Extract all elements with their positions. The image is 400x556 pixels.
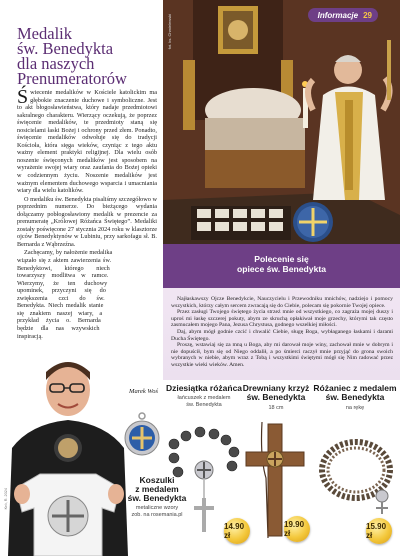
page-number: 29 bbox=[363, 10, 372, 20]
priest-blessing-photo bbox=[163, 0, 400, 244]
title-line-4: Prenumeratorów bbox=[17, 69, 127, 88]
article-paragraph-2: O medaliku św. Benedykta pisaliśmy szczegółowo w poprzednim numerze. Do bieżącego wydania dołączamy pobłogosławiony medalik w prezencie za prenumeratę „Królowej Różańca Świętego”. Medaliki zostały poświęcone 27 stycznia 2024 roku w klasztorze ojców Benedyktynów w Lubiniu, przy sarkofagu sł. B. Bernarda z Wąbrzeźna. bbox=[17, 195, 157, 248]
photo-credit: fot. ks. Chmielewski bbox=[167, 14, 172, 50]
product-3-title: Różaniec z medalem bbox=[313, 383, 397, 393]
prayer-title-line-2: opiece św. Benedykta bbox=[237, 264, 326, 274]
product-wooden-cross-subtitle: 18 cm bbox=[268, 405, 284, 411]
drop-cap: Ś bbox=[17, 86, 29, 108]
article-paragraph-1-text: wiecenie medalików w Kościele katolickim ma głębokie znaczenie duchowe i symboliczne. Jest to akt błogosławieństwa, który nadaje przedmiotowi sakralnego charakteru. Wierzący oczekują, że poprzez święcenie medalików, te przedmioty staną się nosicielami łaski Bożej i ochrony przed złem. Ponadto, święcenie medalików odwołuje się do tradycji Kościoła, która sięga wieków, czyniąc z tego aktu ważny element praktyki religijnej. Dla wielu osób noszenie święconych medalików jest sposobem na wyrażenie swojej wiary oraz zaufania do Bożej opieki w codziennym życiu. Noszenie medalików jest ważnym elementem duchowego wsparcia i umacniania wiary dla wielu katolików. bbox=[17, 89, 157, 195]
man-with-tshirt-photo bbox=[0, 348, 140, 556]
article-body bbox=[17, 86, 157, 359]
product-2-title: Drewniany krzyż bbox=[242, 383, 310, 393]
wrist-rosary-image bbox=[312, 422, 398, 532]
author-signature: Marek Woś bbox=[129, 388, 158, 395]
product-2-title-2: św. Benedykta bbox=[246, 392, 306, 402]
price-badge-wrist-rosary: 15.90 zł bbox=[366, 518, 392, 544]
article-paragraph-1 bbox=[17, 86, 157, 195]
product-wrist-rosary-title bbox=[310, 384, 400, 402]
prayer-paragraph-3: Daj, abym mógł godnie czcić i chwalić Ciebie, sługę Boga, wybłaganego łaskami i darami Ducha Świętego. bbox=[171, 328, 393, 342]
product-4-title-2: z medalem bbox=[135, 484, 179, 494]
product-4-subtitle-2: zob. na rosemania.pl bbox=[131, 512, 183, 518]
product-tshirts-title bbox=[122, 476, 192, 503]
section-label: Informacje bbox=[317, 10, 359, 20]
prayer-paragraph-1: Najłaskawszy Ojcze Benedykcie, Nauczycielu i Przewodniku mnichów, nadziejo i pomocy wszystkich, którzy całym sercem zwracają się do Ciebie, polecam się pokornie Twojej opiece. bbox=[171, 296, 393, 309]
title-line-3: dla naszych bbox=[17, 54, 95, 73]
prayer-paragraph-4: Proszę, wstawiaj się za mną u Boga, aby mi darował moje winy, zachował mnie w dobrym i nie dopuścił, bym się od Niego oddalił, a po śmierci raczył mnie przyjąć do grona swoich wybranych w niebie, abym wraz z Tobą i wszystkimi świętymi mógł się Nim radować przez wszystkie wieki wieków. Amen. bbox=[171, 342, 393, 368]
prayer-title-line-1: Polecenie się bbox=[254, 254, 309, 264]
product-1-subtitle: łańcuszek z medalem bbox=[177, 395, 231, 401]
price-badge-wooden-cross: 19.90 zł bbox=[284, 516, 310, 542]
product-rosary-decade-title bbox=[160, 384, 248, 393]
product-wooden-cross-title bbox=[236, 384, 316, 402]
product-1-title: Dziesiątka różańca bbox=[165, 383, 243, 393]
product-wrist-rosary-subtitle: na rękę bbox=[345, 405, 365, 411]
prayer-text bbox=[171, 296, 393, 369]
product-4-title-3: św. Benedykta bbox=[127, 493, 187, 503]
price-badge-rosary-decade: 14.90 zł bbox=[224, 518, 250, 544]
prayer-title bbox=[163, 254, 400, 274]
article-title bbox=[17, 26, 157, 86]
product-tshirts-subtitle bbox=[122, 505, 192, 519]
product-3-title-2: św. Benedykta bbox=[325, 392, 385, 402]
article-paragraph-3 bbox=[17, 249, 157, 340]
product-rosary-decade-subtitle bbox=[160, 395, 248, 408]
article-paragraph-3-text: Zachęcamy, by nałożenie medalika wiązało się z aktem zawierzenia św. Benedyktowi, którego niech towarzyszy modlitwa w ramce. Wierzymy, że ten duchowy upominek, przyczyni się do zwiększenia czci do św. Benedykta. Niech medalik stanie się znakiem naszej wiary, a przykład życia o. Bernarda będzie dla nas wzywskich inspiracją. bbox=[17, 249, 113, 340]
product-1-subtitle-2: św. Benedykta bbox=[186, 401, 222, 408]
benedict-medal-icon bbox=[124, 412, 160, 460]
section-tab bbox=[308, 8, 378, 22]
product-4-subtitle: metaliczne wzory bbox=[135, 505, 179, 511]
photo-illustration bbox=[163, 0, 400, 244]
title-line-1: Medalik bbox=[17, 24, 72, 43]
title-line-2: św. Benedykta bbox=[17, 39, 114, 58]
prayer-box bbox=[163, 244, 400, 380]
issue-sideline: Kró, R. 2024 bbox=[4, 488, 8, 510]
product-4-title: Koszulki bbox=[139, 475, 175, 485]
prayer-paragraph-2: Przez zasługi Twojego świętego życia strzeż mnie od wszystkiego, co zagraża mojej duszy i uproś mi łaskę szczerej pokuty, abym ze skruchą opłakiwał moje grzechy, którymi tak często zasmucałem mojego Pana, Jezusa Chrystusa, godnego wszelkiej miłości. bbox=[171, 309, 393, 329]
